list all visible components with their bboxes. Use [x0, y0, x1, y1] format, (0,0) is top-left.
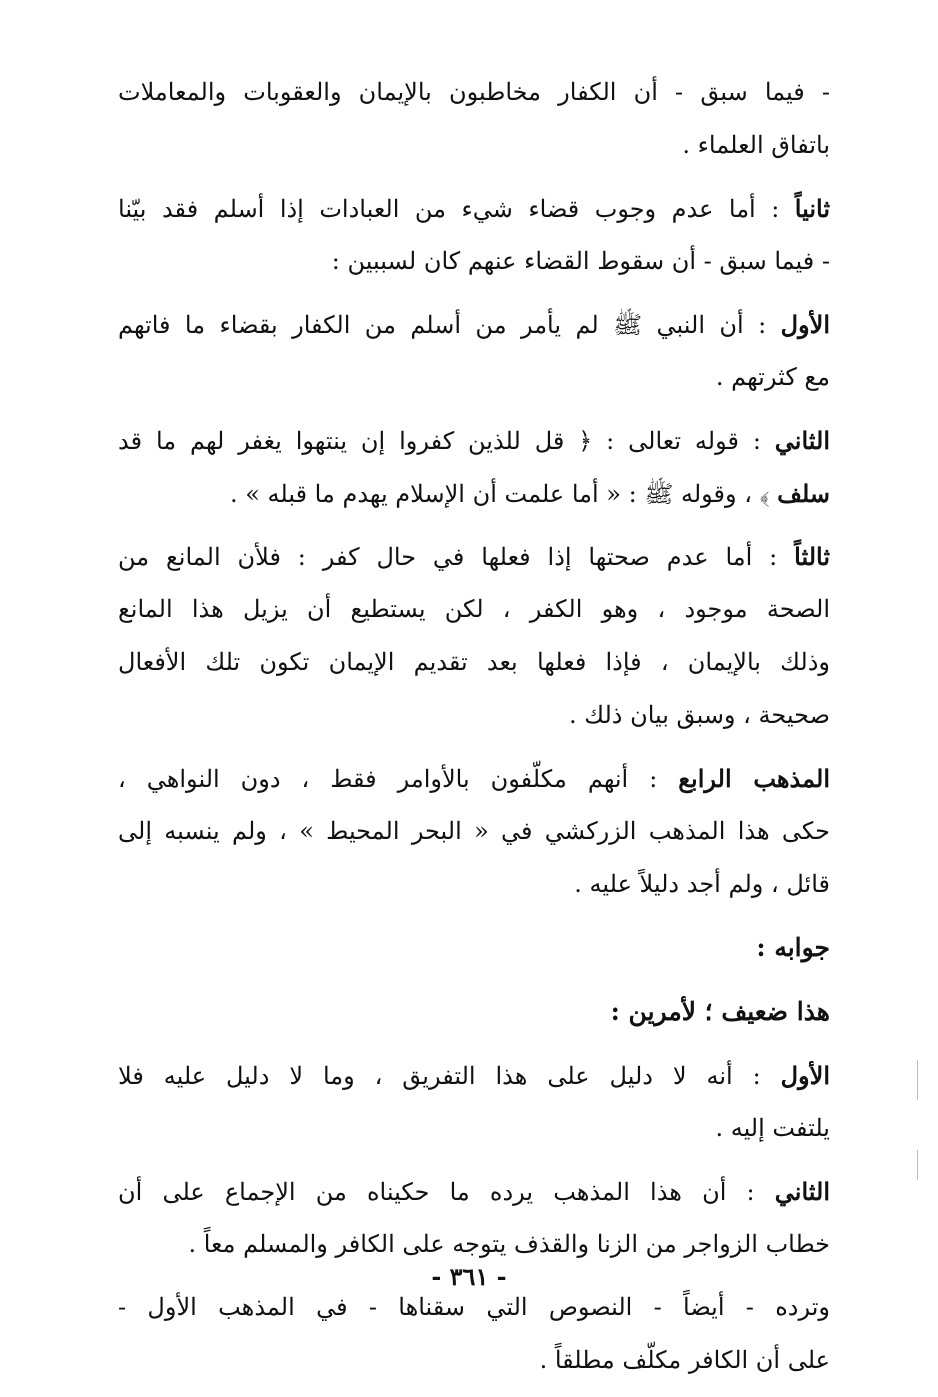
section-heading	[118, 921, 830, 975]
line-text: على أن الكافر مكلّف مطلقاً .	[539, 1346, 830, 1374]
line-text: قائل ، ولم أجد دليلاً عليه .	[574, 870, 830, 898]
line-text: : أما عدم صحتها إذا فعلها في حال كفر : فلأن المانع من	[118, 543, 795, 571]
line-text: : أن النبي ﷺ لم يأمر من أسلم من الكفار بقضاء ما فاتهم	[118, 311, 781, 339]
paragraph	[118, 66, 830, 172]
line-text: - فيما سبق - أن سقوط القضاء عنهم كان لسببين :	[331, 247, 830, 275]
text-line	[118, 636, 830, 689]
text-line	[118, 119, 830, 172]
paragraph	[118, 752, 830, 911]
line-text: وذلك بالإيمان ، فإذا فعلها بعد تقديم الإيمان تكون تلك الأفعال	[118, 648, 830, 676]
line-text: يلتفت إليه .	[715, 1114, 830, 1142]
paragraph	[118, 298, 830, 404]
line-text: ﴾ ، وقوله ﷺ : « أما علمت أن الإسلام يهدم ما قبله » .	[229, 480, 778, 508]
text-line	[118, 66, 830, 119]
page-body	[118, 66, 830, 1397]
text-line	[118, 467, 830, 520]
line-text: : أنه لا دليل على هذا التفريق ، وما لا دليل عليه فلا	[118, 1062, 781, 1090]
text-line	[118, 752, 830, 805]
line-text: خطاب الزواجر من الزنا والقذف يتوجه على الكافر والمسلم معاً .	[188, 1230, 830, 1258]
text-line	[118, 530, 830, 583]
section-heading	[118, 985, 830, 1039]
paragraph	[118, 1049, 830, 1155]
text-line	[118, 689, 830, 742]
line-text: : أما عدم وجوب قضاء شيء من العبادات إذا أسلم فقد بيّنا	[118, 195, 795, 223]
bold-lead: الأول	[780, 1061, 830, 1090]
margin-mark	[917, 1060, 918, 1100]
line-text: : أن هذا المذهب يرده ما حكيناه من الإجماع على أن	[118, 1178, 775, 1206]
paragraph	[118, 1281, 830, 1387]
paragraph	[118, 414, 830, 520]
line-text: باتفاق العلماء .	[682, 131, 830, 159]
heading-text: هذا ضعيف ؛ لأمرين :	[610, 997, 830, 1026]
bold-lead: الثاني	[774, 426, 830, 455]
line-text: حكى هذا المذهب الزركشي في « البحر المحيط » ، ولم ينسبه إلى	[118, 817, 830, 845]
bold-lead: سلف	[777, 479, 830, 508]
line-text: : أنهم مكلّفون بالأوامر فقط ، دون النواهي ،	[118, 765, 679, 793]
line-text: وترده - أيضاً - النصوص التي سقناها - في المذهب الأول -	[118, 1293, 830, 1321]
bold-lead: ثالثاً	[794, 542, 830, 571]
line-text: : قوله تعالى : ﴿ قل للذين كفروا إن ينتهوا يغفر لهم ما قد	[118, 427, 775, 455]
text-line	[118, 1049, 830, 1102]
bold-lead: ثانياً	[794, 194, 830, 223]
text-line	[118, 583, 830, 636]
line-text: مع كثرتهم .	[715, 363, 830, 391]
text-line	[118, 1334, 830, 1387]
text-line	[118, 1102, 830, 1155]
paragraph	[118, 530, 830, 742]
bold-lead: المذهب الرابع	[678, 764, 831, 793]
text-line	[118, 1165, 830, 1218]
margin-mark	[917, 1150, 918, 1180]
text-line	[118, 414, 830, 467]
paragraph	[118, 1165, 830, 1271]
text-line	[118, 235, 830, 288]
text-line	[118, 858, 830, 911]
line-text: الصحة موجود ، وهو الكفر ، لكن يستطيع أن يزيل هذا المانع	[118, 595, 830, 623]
text-line	[118, 805, 830, 858]
line-text: صحيحة ، وسبق بيان ذلك .	[568, 701, 830, 729]
text-line	[118, 182, 830, 235]
text-line	[118, 298, 830, 351]
line-text: - فيما سبق - أن الكفار مخاطبون بالإيمان والعقوبات والمعاملات	[118, 78, 830, 106]
bold-lead: الأول	[780, 310, 830, 339]
paragraph	[118, 182, 830, 288]
page-number: - ٣٦١ -	[431, 1262, 507, 1291]
text-line	[118, 351, 830, 404]
bold-lead: الثاني	[774, 1177, 830, 1206]
heading-text: جوابه :	[756, 933, 830, 962]
